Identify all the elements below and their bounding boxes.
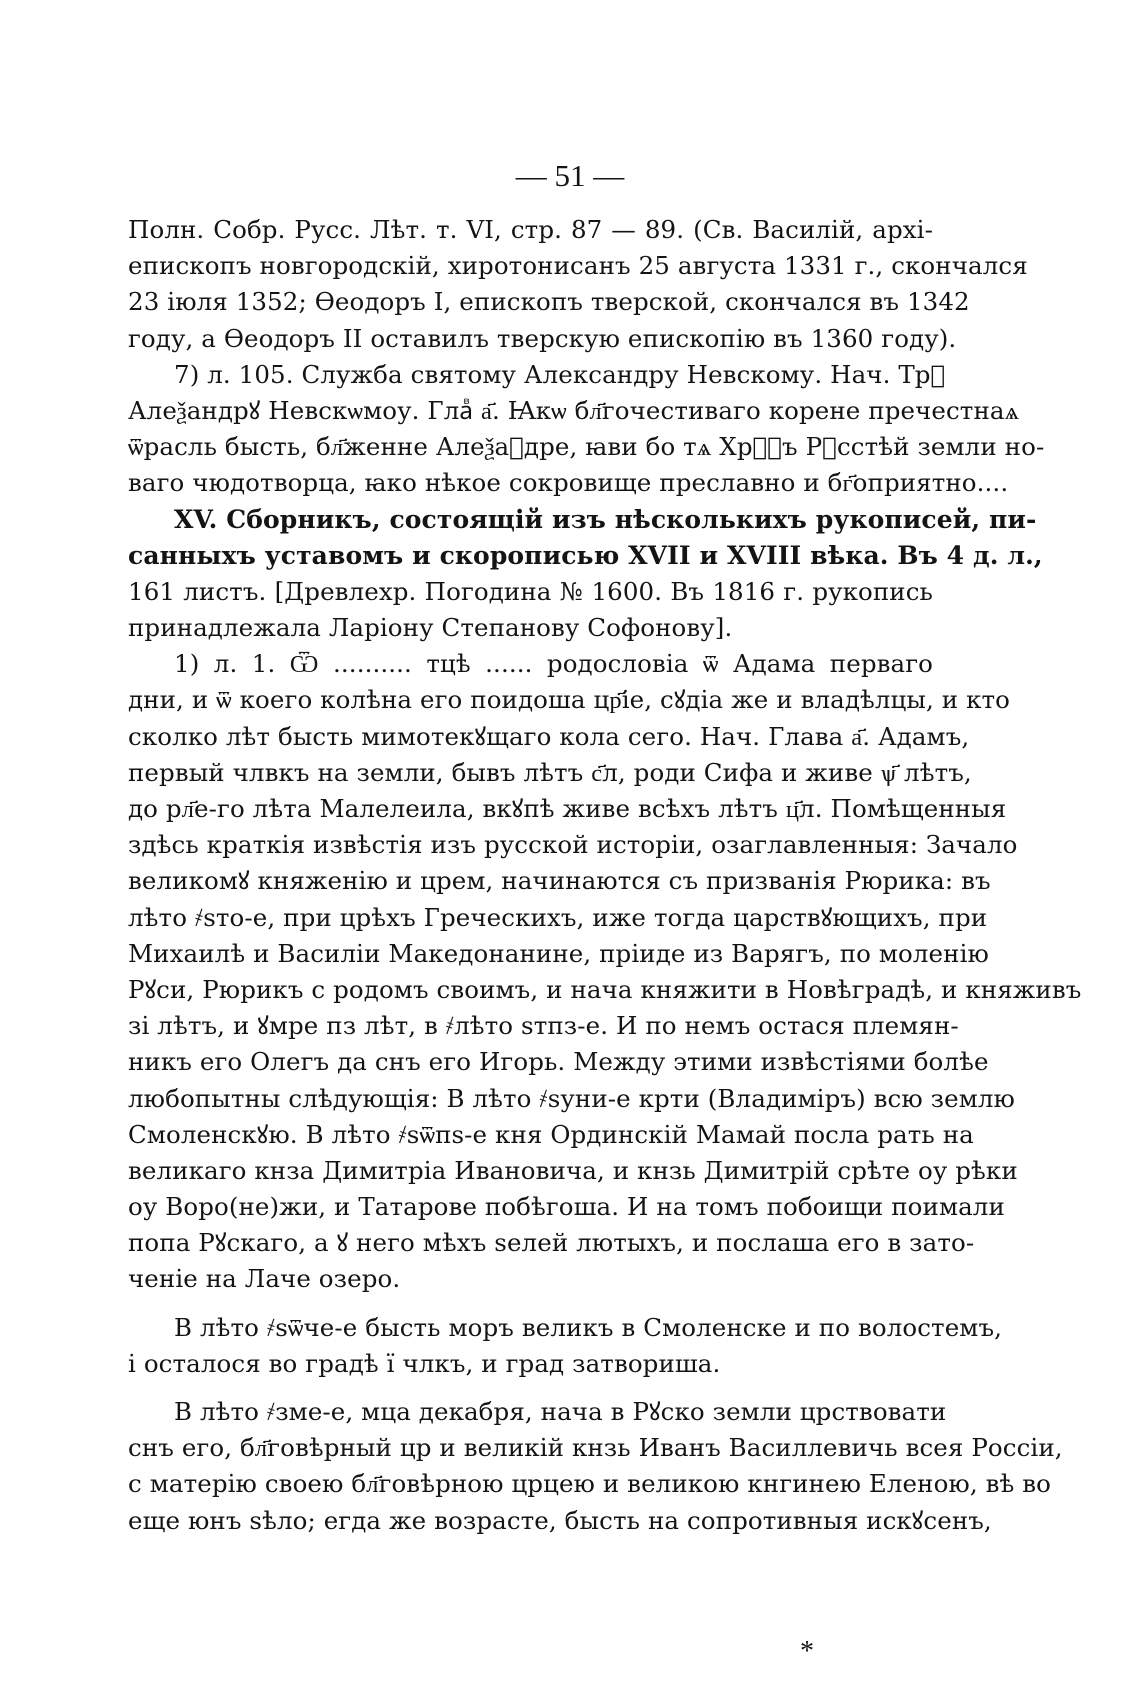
text-line: дни, и ѿ коего колѣна его поидоша цр҃іе, сꙋдіа же и владѣлцы, и кто [128,685,1011,715]
text-line: лѣто ҂ѕто-е, при црѣхъ Греческихъ, иже тогда царствꙋющихъ, при [128,902,988,932]
text-line: никъ его Олегъ да снъ его Игорь. Между этими извѣстіями болѣе [128,1047,989,1077]
item-1-heading: 1) л. 1. Ѿ .......... тцѣ ...... родословіа ѿ Адама перваго [174,649,933,679]
text-line: первый члвкъ на земли, бывъ лѣтъ с҃л, роди Сифа и живе ѱ҃ лѣтъ, [128,757,972,787]
text-line: снъ его, бл҃говѣрный цр и великій кнзь Иванъ Василлевичь всея Россіи, [128,1433,1063,1463]
text-line: В лѣто ҂зме-е, мца декабря, нача в Рꙋско земли црствовати [174,1397,947,1426]
text-block [128,212,1082,1539]
text-line: году, а Ѳеодоръ II оставилъ тверскую епископію въ 1360 году). [128,323,957,353]
paragraph-gap [128,1298,933,1310]
section-xv-heading-cont: санныхъ уставомъ и скорописью XVII и XVIII вѣка. Въ 4 д. л., [128,540,1043,570]
page-number: — 51 — [515,158,625,193]
text-line: великаго кнза Димитріа Ивановича, и кнзь Димитрій срѣте оу рѣки [128,1155,1018,1185]
text-line: до рл҃е-го лѣта Малелеила, вкꙋпѣ живе всѣхъ лѣтъ ц҃л. Помѣщенныя [128,794,1007,823]
paragraph-gap [128,1382,933,1394]
text-line: ченіе на Лаче озеро. [128,1264,401,1294]
text-line: еще юнъ ѕѣло; егда же возрасте, бысть на сопротивныя искꙋсенъ, [128,1505,992,1535]
text-line: сколко лѣт бысть мимотекꙋщаго кола сего. Нач. Глава а҃. Адамъ, [128,721,970,751]
text-line: с матерію своею бл҃говѣрною црцею и великою кнгинею Еленою, вѣ во [128,1469,1052,1499]
text-line: попа Рꙋскаго, а ꙋ него мѣхъ ѕелей лютыхъ, и послаша его в зато- [128,1228,975,1258]
text-line: любопытны слѣдующія: В лѣто ҂ѕуни-е крти (Владиміръ) всю землю [128,1083,1015,1113]
footnote-mark: * [800,1636,814,1667]
text-line: 23 іюля 1352; Ѳеодоръ I, епископъ тверской, скончался въ 1342 [128,287,970,317]
text-line: зі лѣтъ, и ꙋмре пз лѣт, в ҂лѣто ѕтпз-е. И по немъ остася племян- [128,1011,959,1041]
text-line: епископъ новгородскій, хиротонисанъ 25 августа 1331 г., скончался [128,251,1028,281]
text-line: Смоленскꙋю. В лѣто ҂ѕѿпѕ-е кня Ординскій Мамай посла рать на [128,1119,974,1149]
text-line: принадлежала Ларіону Степанову Софонову]. [128,613,733,643]
item-7-heading: 7) л. 105. Служба святому Александру Невскому. Нач. Трⷪ [174,359,946,389]
text-line: великомꙋ княженію и црем, начинаются съ призванія Рюрика: въ [128,866,991,896]
text-line: Алеѯандрꙋ Невскѡмоу. Глаⷡ а҃. Ꙗкѡ бл҃гочестиваго корене пречестнаѧ [128,395,1020,425]
text-line: Полн. Собр. Русс. Лѣт. т. VI, стр. 87 — 89. (Св. Василій, архі- [128,215,933,244]
text-line: оу Воро(не)жи, и Татарове побѣгоша. И на томъ побоищи поимали [128,1192,1005,1222]
section-xv-heading: XV. Сборникъ, состоящій изъ нѣсколькихъ рукописей, пи- [174,504,1037,534]
text-line: Рꙋси, Рюрикъ с родомъ своимъ, и нача княжити в Новѣградѣ, и княживъ [128,974,1082,1004]
text-line: ваго чюдотворца, ꙗко нѣкое сокровище преславно и бг҃оприятно.... [128,468,1009,498]
text-line: 161 листъ. [Древлехр. Погодина № 1600. Въ 1816 г. рукопись [128,576,933,606]
text-line: Михаилѣ и Василіи Македонанине, пріиде из Варягъ, по моленію [128,938,989,968]
text-line: і осталося во градѣ ї члкъ, и град затвориша. [128,1348,721,1378]
text-line: здѣсь краткія извѣстія изъ русской исторіи, озаглавленныя: Зачало [128,830,1018,860]
text-line: ѿрасль бысть, бл҃женне Алеѯаⷩдре, ꙗви бо тѧ Хрⷭ҇ъ Рꙋсстѣй земли но- [128,432,1045,462]
text-line: В лѣто ҂ѕѿче-е бысть моръ великъ в Смоленске и по волостемъ, [174,1312,1003,1342]
